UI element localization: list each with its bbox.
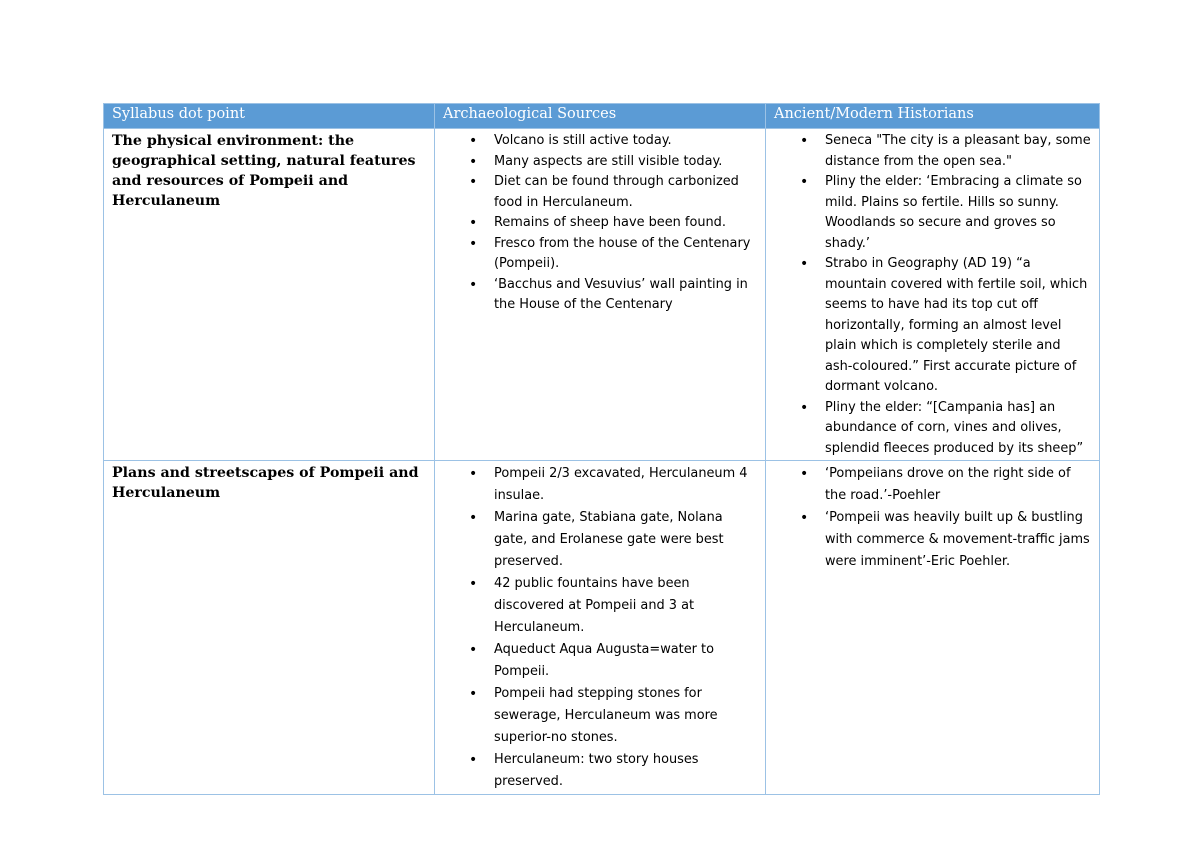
syllabus-dot-point: The physical environment: the geographical setting, natural features and resources of Pompeii and Herculaneum bbox=[104, 129, 435, 461]
list-item: • Pompeii had stepping stones for sewerage, Herculaneum was more superior-no stones. bbox=[494, 683, 758, 749]
list-item: • Pompeii 2/3 excavated, Herculaneum 4 insulae. bbox=[494, 463, 758, 507]
list-item: • Herculaneum: two story houses preserved. bbox=[494, 749, 758, 793]
table-row bbox=[104, 461, 1100, 795]
table-row bbox=[104, 129, 1100, 461]
historians-cell bbox=[766, 129, 1100, 461]
list-item: • Pliny the elder: ‘Embracing a climate so mild. Plains so fertile. Hills so sunny. Woodlands so secure and groves so shady.’ bbox=[825, 172, 1092, 254]
list-item: • ‘Pompeii was heavily built up & bustling with commerce & movement-traffic jams were imminent’-Eric Poehler. bbox=[825, 507, 1092, 573]
header-syllabus: Syllabus dot point bbox=[104, 104, 435, 129]
syllabus-dot-point: Plans and streetscapes of Pompeii and Herculaneum bbox=[104, 461, 435, 795]
document-page bbox=[103, 103, 1099, 795]
historians-cell bbox=[766, 461, 1100, 795]
list-item: • Many aspects are still visible today. bbox=[494, 152, 758, 173]
list-item: • Seneca "The city is a pleasant bay, some distance from the open sea." bbox=[825, 131, 1092, 172]
header-archaeological: Archaeological Sources bbox=[435, 104, 766, 129]
archaeological-cell bbox=[435, 129, 766, 461]
list-item: • Strabo in Geography (AD 19) “a mountain covered with fertile soil, which seems to have had its top cut off horizontally, forming an almost level plain which is completely sterile and ash-coloured.” First accurate picture of dormant volcano. bbox=[825, 254, 1092, 398]
list-item: • Diet can be found through carbonized food in Herculaneum. bbox=[494, 172, 758, 213]
list-item: • 42 public fountains have been discovered at Pompeii and 3 at Herculaneum. bbox=[494, 573, 758, 639]
list-item: • ‘Bacchus and Vesuvius’ wall painting in the House of the Centenary bbox=[494, 275, 758, 316]
list-item: • Marina gate, Stabiana gate, Nolana gate, and Erolanese gate were best preserved. bbox=[494, 507, 758, 573]
header-historians: Ancient/Modern Historians bbox=[766, 104, 1100, 129]
header-row bbox=[104, 104, 1100, 129]
list-item: • ‘Pompeiians drove on the right side of the road.’-Poehler bbox=[825, 463, 1092, 507]
archaeological-list bbox=[443, 131, 758, 316]
list-item: • Pliny the elder: “[Campania has] an abundance of corn, vines and olives, splendid fleeces produced by its sheep” bbox=[825, 398, 1092, 460]
list-item: • Fresco from the house of the Centenary (Pompeii). bbox=[494, 234, 758, 275]
historians-list bbox=[774, 131, 1092, 459]
historians-list bbox=[774, 463, 1092, 573]
archaeological-cell bbox=[435, 461, 766, 795]
list-item: • Volcano is still active today. bbox=[494, 131, 758, 152]
syllabus-table bbox=[103, 103, 1100, 795]
list-item: • Remains of sheep have been found. bbox=[494, 213, 758, 234]
archaeological-list bbox=[443, 463, 758, 793]
list-item: • Aqueduct Aqua Augusta=water to Pompeii. bbox=[494, 639, 758, 683]
